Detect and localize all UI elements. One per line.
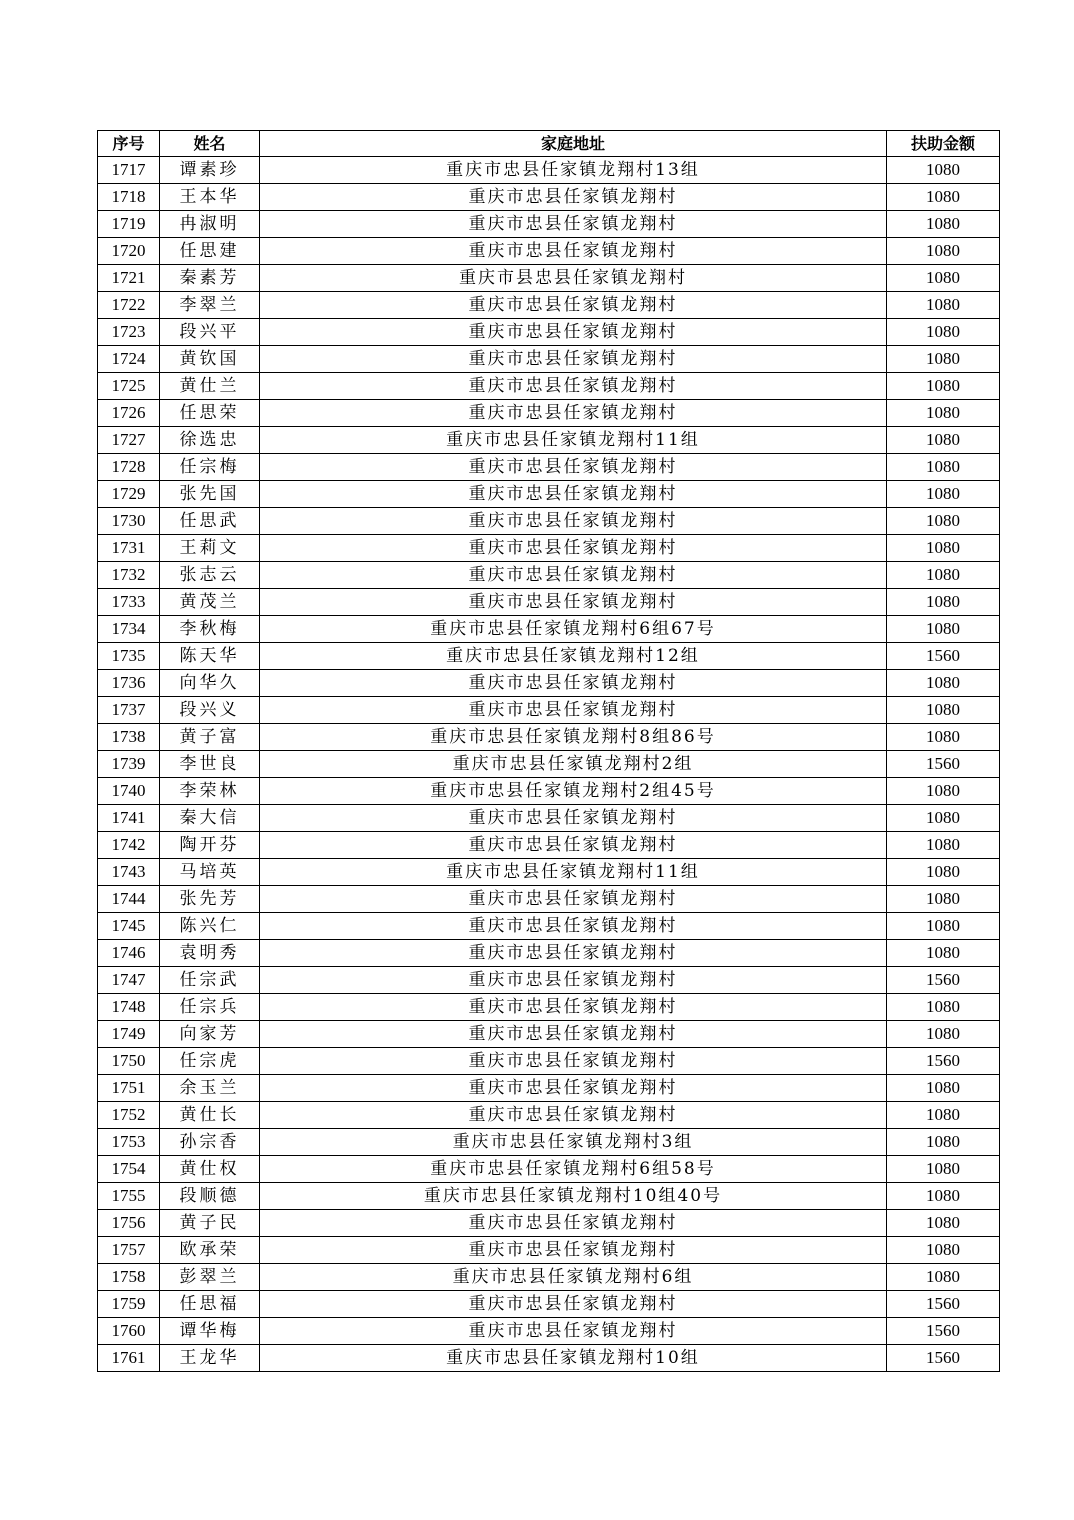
cell-serial-number: 1758	[98, 1264, 160, 1291]
cell-home-address: 重庆市忠县任家镇龙翔村	[260, 1291, 887, 1318]
table-row	[98, 589, 1000, 616]
cell-name: 任宗虎	[160, 1048, 260, 1075]
cell-serial-number: 1735	[98, 643, 160, 670]
table-row	[98, 211, 1000, 238]
cell-serial-number: 1729	[98, 481, 160, 508]
cell-home-address: 重庆市忠县任家镇龙翔村	[260, 1237, 887, 1264]
cell-home-address: 重庆市忠县任家镇龙翔村10组40号	[260, 1183, 887, 1210]
cell-name: 李荣林	[160, 778, 260, 805]
table-row	[98, 1129, 1000, 1156]
cell-home-address: 重庆市忠县任家镇龙翔村	[260, 1102, 887, 1129]
table-row	[98, 535, 1000, 562]
cell-name: 张先芳	[160, 886, 260, 913]
cell-assistance-amount: 1080	[887, 724, 1000, 751]
cell-serial-number: 1728	[98, 454, 160, 481]
cell-name: 王本华	[160, 184, 260, 211]
cell-home-address: 重庆市县忠县任家镇龙翔村	[260, 265, 887, 292]
header-home-address: 家庭地址	[260, 131, 887, 157]
cell-home-address: 重庆市忠县任家镇龙翔村	[260, 1048, 887, 1075]
cell-serial-number: 1727	[98, 427, 160, 454]
cell-assistance-amount: 1080	[887, 319, 1000, 346]
cell-home-address: 重庆市忠县任家镇龙翔村	[260, 346, 887, 373]
cell-name: 任宗梅	[160, 454, 260, 481]
cell-serial-number: 1730	[98, 508, 160, 535]
cell-assistance-amount: 1560	[887, 967, 1000, 994]
cell-serial-number: 1721	[98, 265, 160, 292]
cell-name: 向家芳	[160, 1021, 260, 1048]
header-serial-number: 序号	[98, 131, 160, 157]
cell-serial-number: 1738	[98, 724, 160, 751]
table-row	[98, 265, 1000, 292]
cell-name: 孙宗香	[160, 1129, 260, 1156]
cell-home-address: 重庆市忠县任家镇龙翔村3组	[260, 1129, 887, 1156]
cell-name: 段兴平	[160, 319, 260, 346]
cell-serial-number: 1745	[98, 913, 160, 940]
table-row	[98, 1021, 1000, 1048]
cell-assistance-amount: 1080	[887, 454, 1000, 481]
cell-serial-number: 1744	[98, 886, 160, 913]
cell-serial-number: 1722	[98, 292, 160, 319]
cell-serial-number: 1726	[98, 400, 160, 427]
cell-home-address: 重庆市忠县任家镇龙翔村	[260, 1210, 887, 1237]
table-row	[98, 967, 1000, 994]
cell-assistance-amount: 1080	[887, 1021, 1000, 1048]
cell-home-address: 重庆市忠县任家镇龙翔村	[260, 211, 887, 238]
cell-name: 陈天华	[160, 643, 260, 670]
table-row	[98, 1102, 1000, 1129]
cell-serial-number: 1749	[98, 1021, 160, 1048]
table-row	[98, 238, 1000, 265]
cell-serial-number: 1717	[98, 157, 160, 184]
table-row	[98, 184, 1000, 211]
cell-assistance-amount: 1560	[887, 1318, 1000, 1345]
cell-serial-number: 1723	[98, 319, 160, 346]
cell-serial-number: 1750	[98, 1048, 160, 1075]
cell-name: 黄仕兰	[160, 373, 260, 400]
cell-home-address: 重庆市忠县任家镇龙翔村	[260, 670, 887, 697]
table-row	[98, 481, 1000, 508]
cell-serial-number: 1731	[98, 535, 160, 562]
cell-name: 谭素珍	[160, 157, 260, 184]
cell-home-address: 重庆市忠县任家镇龙翔村	[260, 238, 887, 265]
cell-assistance-amount: 1080	[887, 1264, 1000, 1291]
cell-serial-number: 1742	[98, 832, 160, 859]
table-row	[98, 859, 1000, 886]
cell-home-address: 重庆市忠县任家镇龙翔村	[260, 1318, 887, 1345]
cell-assistance-amount: 1080	[887, 805, 1000, 832]
cell-name: 黄仕权	[160, 1156, 260, 1183]
cell-assistance-amount: 1080	[887, 346, 1000, 373]
table-row	[98, 724, 1000, 751]
table-row	[98, 805, 1000, 832]
cell-assistance-amount: 1080	[887, 859, 1000, 886]
table-row	[98, 1156, 1000, 1183]
cell-assistance-amount: 1080	[887, 238, 1000, 265]
cell-serial-number: 1740	[98, 778, 160, 805]
cell-assistance-amount: 1080	[887, 670, 1000, 697]
cell-serial-number: 1753	[98, 1129, 160, 1156]
table-row	[98, 1048, 1000, 1075]
cell-home-address: 重庆市忠县任家镇龙翔村	[260, 319, 887, 346]
cell-serial-number: 1734	[98, 616, 160, 643]
assistance-roster-table	[97, 130, 1000, 1372]
table-row	[98, 886, 1000, 913]
cell-assistance-amount: 1560	[887, 1345, 1000, 1372]
cell-serial-number: 1736	[98, 670, 160, 697]
cell-name: 任思建	[160, 238, 260, 265]
cell-name: 陈兴仁	[160, 913, 260, 940]
table-row	[98, 994, 1000, 1021]
cell-assistance-amount: 1080	[887, 184, 1000, 211]
cell-name: 黄子富	[160, 724, 260, 751]
table-row	[98, 1075, 1000, 1102]
cell-serial-number: 1747	[98, 967, 160, 994]
cell-assistance-amount: 1080	[887, 373, 1000, 400]
cell-home-address: 重庆市忠县任家镇龙翔村	[260, 292, 887, 319]
cell-assistance-amount: 1080	[887, 832, 1000, 859]
table-row	[98, 292, 1000, 319]
cell-assistance-amount: 1080	[887, 157, 1000, 184]
cell-serial-number: 1752	[98, 1102, 160, 1129]
table-row	[98, 643, 1000, 670]
table-row	[98, 1264, 1000, 1291]
cell-name: 王龙华	[160, 1345, 260, 1372]
cell-home-address: 重庆市忠县任家镇龙翔村6组	[260, 1264, 887, 1291]
cell-serial-number: 1739	[98, 751, 160, 778]
cell-home-address: 重庆市忠县任家镇龙翔村12组	[260, 643, 887, 670]
cell-home-address: 重庆市忠县任家镇龙翔村2组	[260, 751, 887, 778]
cell-home-address: 重庆市忠县任家镇龙翔村13组	[260, 157, 887, 184]
cell-assistance-amount: 1080	[887, 778, 1000, 805]
cell-name: 张志云	[160, 562, 260, 589]
cell-home-address: 重庆市忠县任家镇龙翔村10组	[260, 1345, 887, 1372]
cell-home-address: 重庆市忠县任家镇龙翔村8组86号	[260, 724, 887, 751]
table-row	[98, 1345, 1000, 1372]
table-row	[98, 832, 1000, 859]
cell-name: 李秋梅	[160, 616, 260, 643]
cell-home-address: 重庆市忠县任家镇龙翔村	[260, 184, 887, 211]
table-row	[98, 940, 1000, 967]
cell-home-address: 重庆市忠县任家镇龙翔村	[260, 967, 887, 994]
table-row	[98, 778, 1000, 805]
cell-name: 王莉文	[160, 535, 260, 562]
cell-assistance-amount: 1080	[887, 1183, 1000, 1210]
table-row	[98, 562, 1000, 589]
cell-serial-number: 1741	[98, 805, 160, 832]
table-row	[98, 346, 1000, 373]
table-row	[98, 508, 1000, 535]
cell-name: 袁明秀	[160, 940, 260, 967]
cell-assistance-amount: 1080	[887, 994, 1000, 1021]
cell-name: 余玉兰	[160, 1075, 260, 1102]
table-row	[98, 157, 1000, 184]
cell-home-address: 重庆市忠县任家镇龙翔村	[260, 994, 887, 1021]
table-row	[98, 913, 1000, 940]
cell-assistance-amount: 1560	[887, 643, 1000, 670]
cell-assistance-amount: 1080	[887, 1237, 1000, 1264]
table-row	[98, 400, 1000, 427]
cell-home-address: 重庆市忠县任家镇龙翔村	[260, 1021, 887, 1048]
cell-name: 李世良	[160, 751, 260, 778]
cell-serial-number: 1743	[98, 859, 160, 886]
table-row	[98, 319, 1000, 346]
cell-assistance-amount: 1080	[887, 508, 1000, 535]
table-row	[98, 670, 1000, 697]
cell-home-address: 重庆市忠县任家镇龙翔村	[260, 913, 887, 940]
table-row	[98, 427, 1000, 454]
cell-serial-number: 1761	[98, 1345, 160, 1372]
cell-assistance-amount: 1080	[887, 1102, 1000, 1129]
cell-name: 黄钦国	[160, 346, 260, 373]
cell-home-address: 重庆市忠县任家镇龙翔村	[260, 805, 887, 832]
cell-home-address: 重庆市忠县任家镇龙翔村11组	[260, 427, 887, 454]
cell-home-address: 重庆市忠县任家镇龙翔村2组45号	[260, 778, 887, 805]
cell-home-address: 重庆市忠县任家镇龙翔村	[260, 508, 887, 535]
cell-serial-number: 1759	[98, 1291, 160, 1318]
cell-home-address: 重庆市忠县任家镇龙翔村	[260, 1075, 887, 1102]
cell-assistance-amount: 1080	[887, 562, 1000, 589]
cell-name: 欧承荣	[160, 1237, 260, 1264]
header-assistance-amount: 扶助金额	[887, 131, 1000, 157]
cell-name: 黄仕长	[160, 1102, 260, 1129]
cell-serial-number: 1724	[98, 346, 160, 373]
cell-serial-number: 1718	[98, 184, 160, 211]
cell-name: 黄子民	[160, 1210, 260, 1237]
cell-name: 秦大信	[160, 805, 260, 832]
cell-name: 任思武	[160, 508, 260, 535]
cell-assistance-amount: 1080	[887, 400, 1000, 427]
cell-home-address: 重庆市忠县任家镇龙翔村	[260, 940, 887, 967]
cell-serial-number: 1760	[98, 1318, 160, 1345]
cell-name: 任宗兵	[160, 994, 260, 1021]
table-row	[98, 697, 1000, 724]
table-row	[98, 373, 1000, 400]
cell-home-address: 重庆市忠县任家镇龙翔村	[260, 373, 887, 400]
cell-home-address: 重庆市忠县任家镇龙翔村	[260, 832, 887, 859]
cell-serial-number: 1746	[98, 940, 160, 967]
cell-assistance-amount: 1080	[887, 697, 1000, 724]
cell-name: 彭翠兰	[160, 1264, 260, 1291]
cell-serial-number: 1720	[98, 238, 160, 265]
cell-home-address: 重庆市忠县任家镇龙翔村	[260, 697, 887, 724]
cell-name: 任思荣	[160, 400, 260, 427]
cell-assistance-amount: 1080	[887, 886, 1000, 913]
cell-name: 黄茂兰	[160, 589, 260, 616]
cell-name: 陶开芬	[160, 832, 260, 859]
table-row	[98, 454, 1000, 481]
cell-serial-number: 1756	[98, 1210, 160, 1237]
cell-home-address: 重庆市忠县任家镇龙翔村	[260, 562, 887, 589]
cell-serial-number: 1719	[98, 211, 160, 238]
cell-assistance-amount: 1080	[887, 589, 1000, 616]
table-row	[98, 1291, 1000, 1318]
cell-serial-number: 1725	[98, 373, 160, 400]
cell-assistance-amount: 1080	[887, 535, 1000, 562]
table-row	[98, 1183, 1000, 1210]
cell-assistance-amount: 1080	[887, 940, 1000, 967]
cell-assistance-amount: 1080	[887, 427, 1000, 454]
cell-home-address: 重庆市忠县任家镇龙翔村	[260, 400, 887, 427]
cell-name: 徐选忠	[160, 427, 260, 454]
cell-assistance-amount: 1080	[887, 1075, 1000, 1102]
cell-serial-number: 1754	[98, 1156, 160, 1183]
table-row	[98, 1237, 1000, 1264]
cell-serial-number: 1757	[98, 1237, 160, 1264]
cell-name: 张先国	[160, 481, 260, 508]
cell-name: 向华久	[160, 670, 260, 697]
cell-name: 段顺德	[160, 1183, 260, 1210]
cell-name: 李翠兰	[160, 292, 260, 319]
cell-assistance-amount: 1080	[887, 1129, 1000, 1156]
cell-name: 冉淑明	[160, 211, 260, 238]
cell-assistance-amount: 1080	[887, 292, 1000, 319]
cell-assistance-amount: 1080	[887, 211, 1000, 238]
cell-home-address: 重庆市忠县任家镇龙翔村	[260, 481, 887, 508]
cell-home-address: 重庆市忠县任家镇龙翔村	[260, 589, 887, 616]
cell-name: 段兴义	[160, 697, 260, 724]
cell-home-address: 重庆市忠县任家镇龙翔村6组58号	[260, 1156, 887, 1183]
cell-serial-number: 1737	[98, 697, 160, 724]
cell-name: 任宗武	[160, 967, 260, 994]
table-row	[98, 751, 1000, 778]
cell-home-address: 重庆市忠县任家镇龙翔村6组67号	[260, 616, 887, 643]
cell-assistance-amount: 1560	[887, 1291, 1000, 1318]
cell-name: 秦素芳	[160, 265, 260, 292]
table-row	[98, 1210, 1000, 1237]
cell-assistance-amount: 1560	[887, 1048, 1000, 1075]
cell-serial-number: 1733	[98, 589, 160, 616]
cell-serial-number: 1748	[98, 994, 160, 1021]
cell-home-address: 重庆市忠县任家镇龙翔村	[260, 535, 887, 562]
cell-serial-number: 1755	[98, 1183, 160, 1210]
cell-assistance-amount: 1080	[887, 265, 1000, 292]
cell-serial-number: 1732	[98, 562, 160, 589]
cell-assistance-amount: 1080	[887, 1156, 1000, 1183]
cell-assistance-amount: 1560	[887, 751, 1000, 778]
cell-home-address: 重庆市忠县任家镇龙翔村	[260, 886, 887, 913]
cell-serial-number: 1751	[98, 1075, 160, 1102]
cell-home-address: 重庆市忠县任家镇龙翔村11组	[260, 859, 887, 886]
cell-assistance-amount: 1080	[887, 481, 1000, 508]
cell-assistance-amount: 1080	[887, 616, 1000, 643]
table-row	[98, 1318, 1000, 1345]
cell-home-address: 重庆市忠县任家镇龙翔村	[260, 454, 887, 481]
cell-name: 谭华梅	[160, 1318, 260, 1345]
table-header-row	[98, 131, 1000, 157]
cell-name: 马培英	[160, 859, 260, 886]
table-body	[98, 157, 1000, 1372]
header-name: 姓名	[160, 131, 260, 157]
cell-name: 任思福	[160, 1291, 260, 1318]
table-row	[98, 616, 1000, 643]
cell-assistance-amount: 1080	[887, 1210, 1000, 1237]
cell-assistance-amount: 1080	[887, 913, 1000, 940]
